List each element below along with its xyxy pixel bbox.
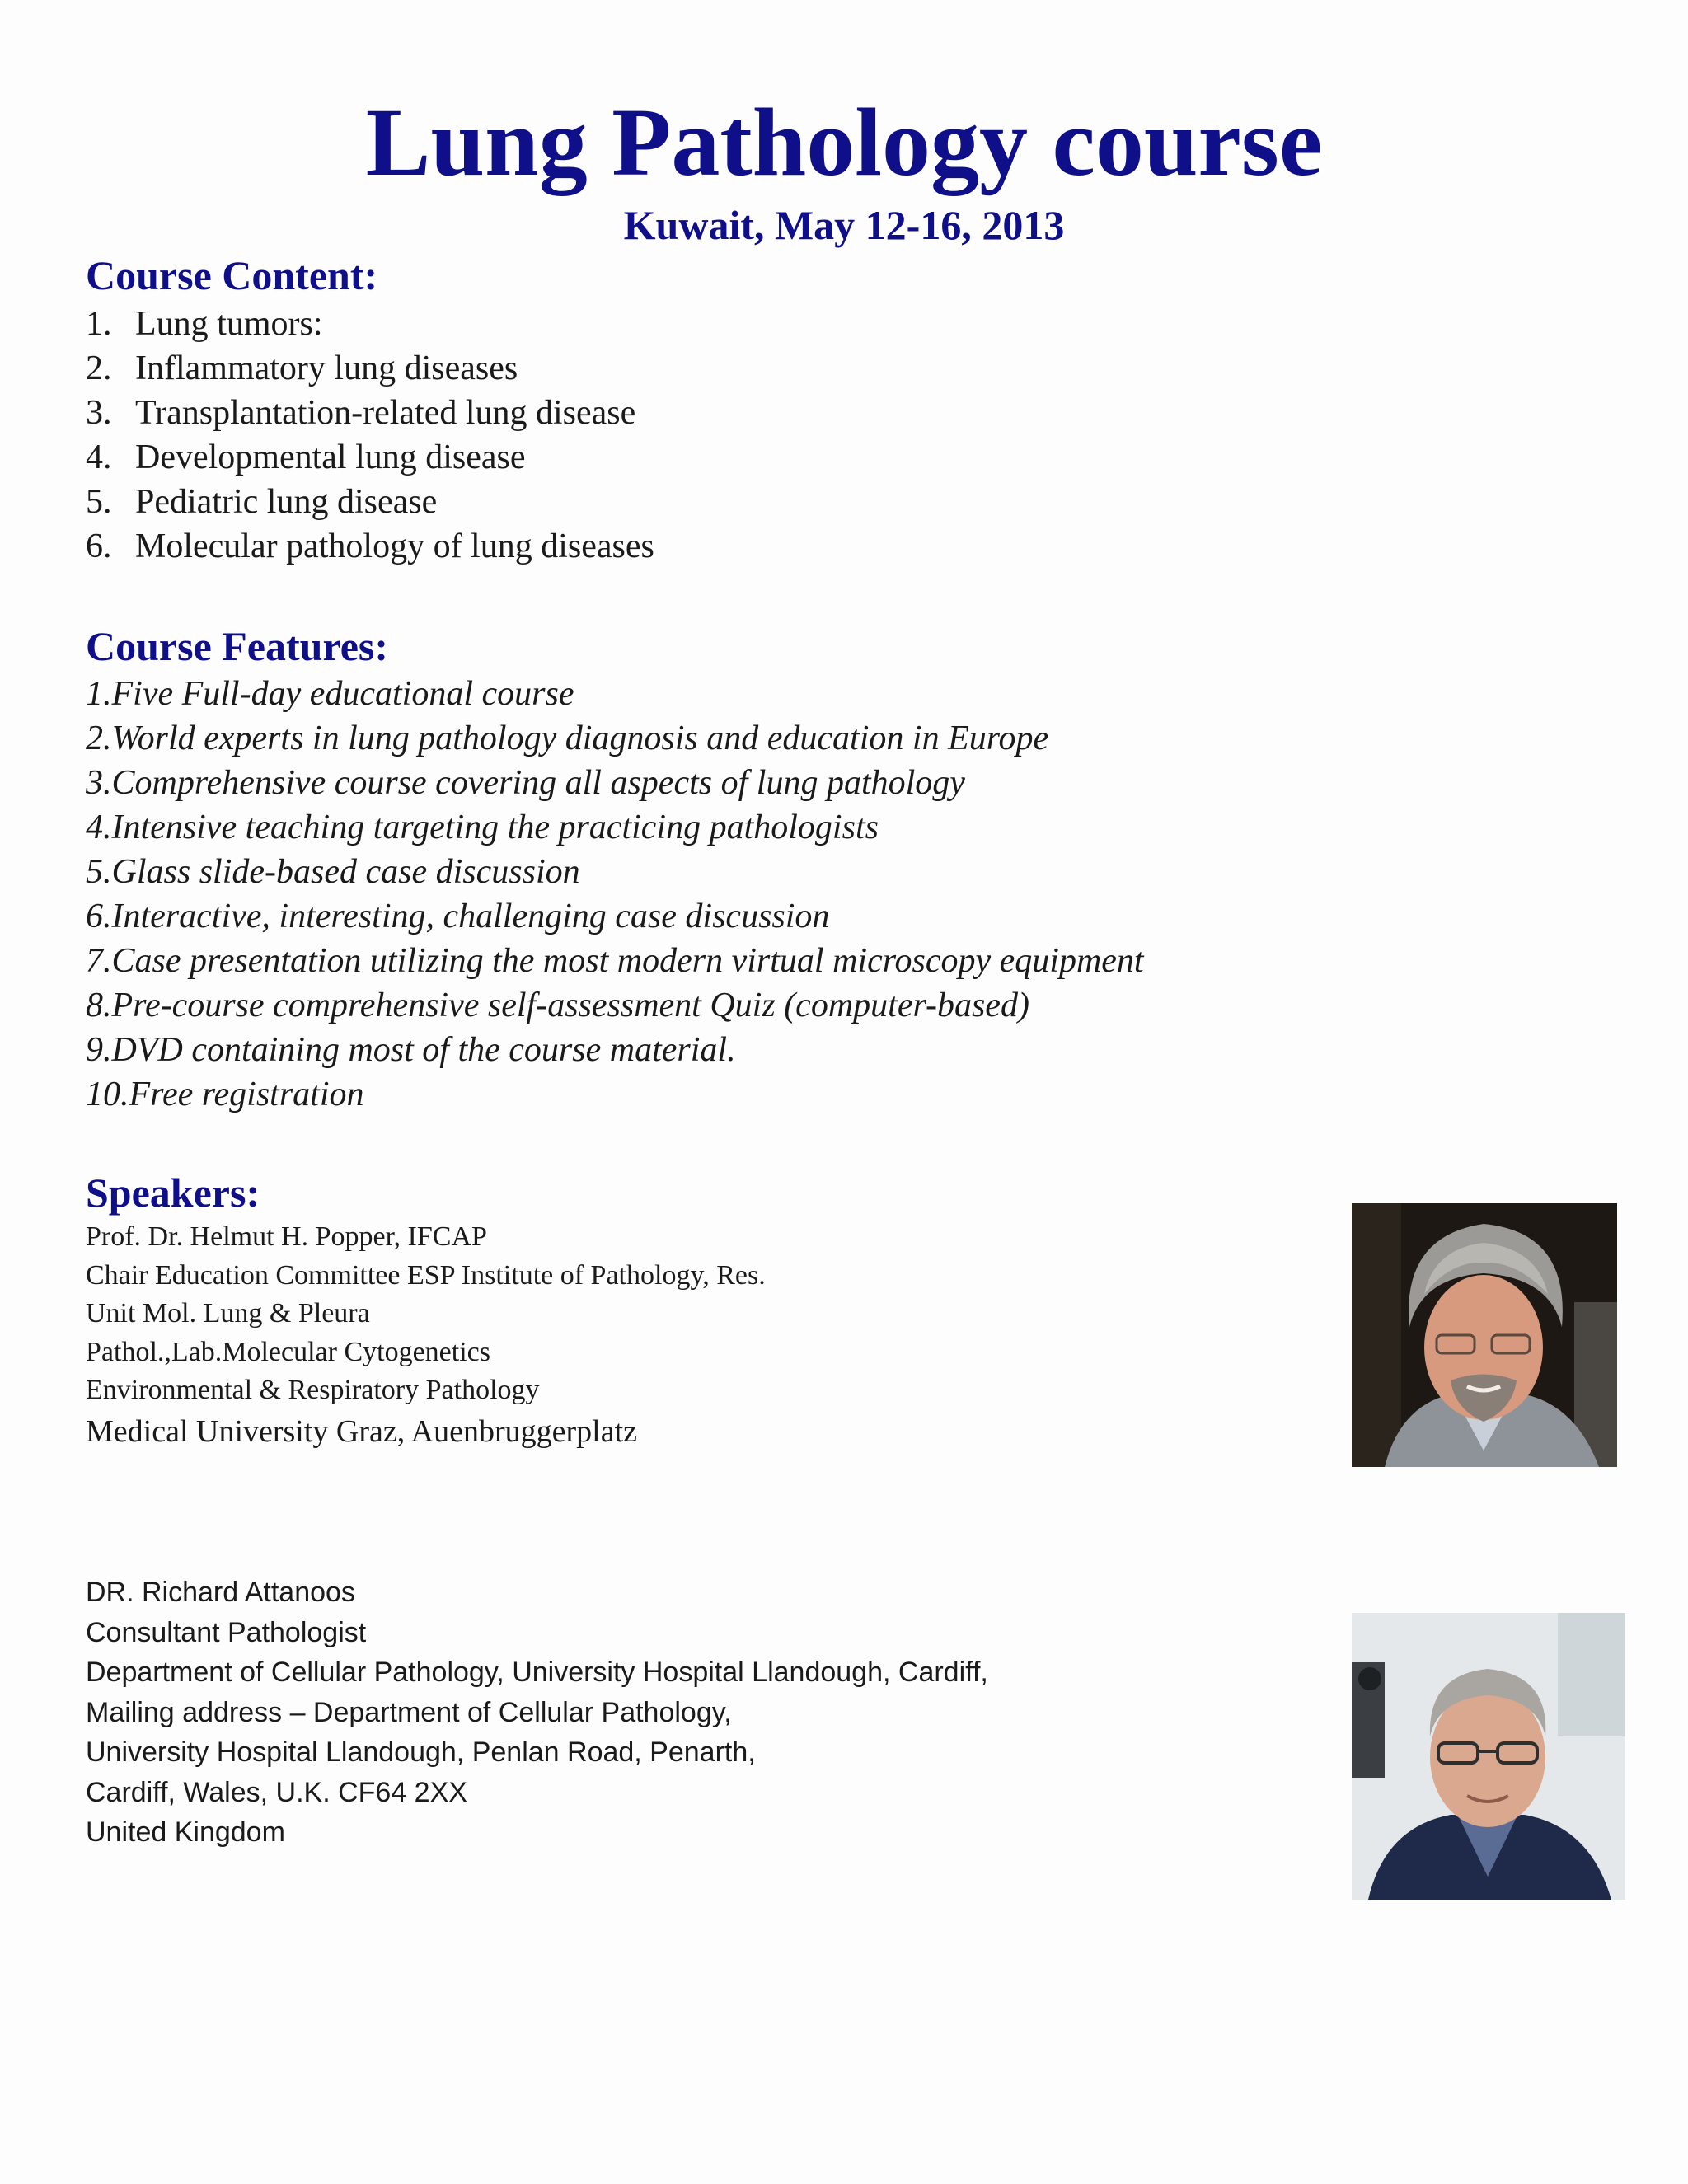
list-item: 9.DVD containing most of the course material. (86, 1031, 736, 1069)
speaker-detail-line: United Kingdom (86, 1816, 285, 1848)
speaker-detail-line: Medical University Graz, Auenbruggerplatz (86, 1413, 637, 1449)
list-text: Transplantation-related lung disease (135, 394, 636, 432)
list-text: Developmental lung disease (135, 438, 526, 476)
list-item: 5.Glass slide-based case discussion (86, 853, 580, 891)
speaker-name: DR. Richard Attanoos (86, 1577, 355, 1608)
list-item: 4.Intensive teaching targeting the practicing pathologists (86, 808, 879, 846)
list-text: Inflammatory lung diseases (135, 349, 518, 387)
list-item: 8.Pre-course comprehensive self-assessment Quiz (computer-based) (86, 987, 1029, 1024)
speaker-name: Prof. Dr. Helmut H. Popper, IFCAP (86, 1221, 487, 1252)
list-number: 1. (86, 305, 112, 343)
list-text: Molecular pathology of lung diseases (135, 527, 654, 565)
speakers-heading: Speakers: (86, 1169, 260, 1216)
speaker-detail-line: Mailing address – Department of Cellular Pathology, (86, 1696, 732, 1728)
list-text: Pediatric lung disease (135, 483, 438, 521)
list-item: 1.Five Full-day educational course (86, 675, 574, 713)
list-item (86, 302, 654, 346)
speaker-detail-line: Department of Cellular Pathology, University Hospital Llandough, Cardiff, (86, 1657, 988, 1688)
list-item: 10.Free registration (86, 1076, 364, 1113)
speaker-detail-line: Cardiff, Wales, U.K. CF64 2XX (86, 1776, 467, 1808)
list-item (86, 435, 654, 480)
list-number: 4. (86, 438, 112, 476)
list-item (86, 346, 654, 391)
speaker-detail-line: Pathol.,Lab.Molecular Cytogenetics (86, 1336, 490, 1367)
list-number: 5. (86, 483, 112, 521)
list-item (86, 524, 654, 569)
speaker-2-photo (1352, 1613, 1625, 1900)
speaker-detail-line: Consultant Pathologist (86, 1616, 367, 1648)
course-features-list (86, 672, 1144, 1117)
list-item: 2.World experts in lung pathology diagnosis and education in Europe (86, 719, 1049, 757)
list-item (86, 480, 654, 524)
course-content-list (86, 302, 654, 569)
list-number: 6. (86, 527, 112, 565)
speaker-detail-line: Environmental & Respiratory Pathology (86, 1375, 540, 1405)
course-features-heading: Course Features: (86, 623, 389, 669)
speaker-1-details (86, 1218, 766, 1453)
course-content-heading: Course Content: (86, 252, 378, 298)
speaker-detail-line: University Hospital Llandough, Penlan Road, Penarth, (86, 1736, 756, 1768)
list-text: Lung tumors: (135, 305, 323, 343)
speaker-detail-line: Chair Education Committee ESP Institute of Pathology, Res. (86, 1259, 766, 1291)
list-item: 7.Case presentation utilizing the most modern virtual microscopy equipment (86, 942, 1144, 980)
speaker-2-details (86, 1572, 988, 1853)
speaker-detail-line: Unit Mol. Lung & Pleura (86, 1298, 370, 1329)
list-number: 3. (86, 394, 112, 432)
page-title: Lung Pathology course (365, 88, 1323, 196)
list-item: 3.Comprehensive course covering all aspects of lung pathology (86, 764, 965, 802)
event-location-date: Kuwait, May 12-16, 2013 (623, 202, 1065, 248)
speaker-1-photo (1352, 1203, 1617, 1467)
list-number: 2. (86, 349, 112, 387)
list-item (86, 391, 654, 435)
list-item: 6.Interactive, interesting, challenging case discussion (86, 898, 830, 935)
